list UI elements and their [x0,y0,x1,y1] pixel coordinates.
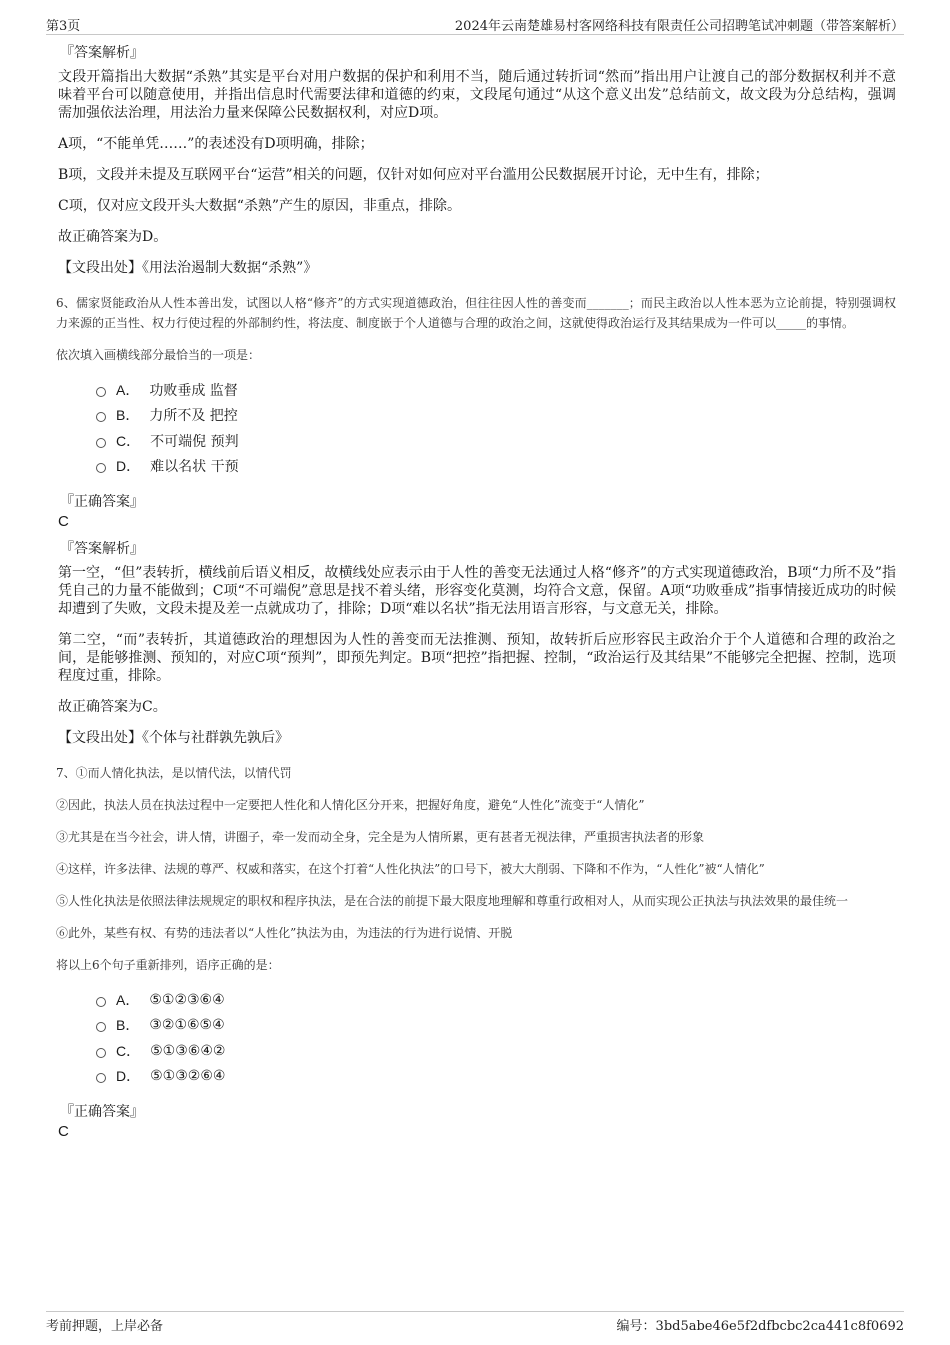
radio-icon[interactable] [96,412,106,422]
option-a[interactable]: A． 功败垂成 监督 [96,377,896,403]
analysis-paragraph: 第二空，“而”表转折，其道德政治的理想因为人性的善变而无法推测、预知，故转折后应形容民主政治介于个人道德和合理的政治之间，是能够推测、预知的，对应C项“预判”，即预先判定。B项“把控”指把握、控制，“政治运行及其结果”不能够完全把握、控制，选项程度过重，排除。 [58,632,896,684]
sentence-item: 7、①而人情化执法，是以情代法，以情代罚 [56,766,292,780]
page-footer [46,1311,904,1335]
analysis-paragraph: A项，“不能单凭……”的表述没有D项明确，排除； [58,136,374,152]
document-id: 编号：3bd5abe46e5f2dfbcbc2ca441c8f0692 [616,1319,904,1334]
radio-icon[interactable] [96,1022,106,1032]
option-c[interactable]: C． ⑤①③⑥④② [96,1038,896,1064]
radio-icon[interactable] [96,438,106,448]
page-number: 第3页 [46,19,81,34]
analysis-label: 『答案解析』 [60,45,144,61]
sentence-item: ③尤其是在当今社会，讲人情，讲圈子，牵一发而动全身，完全是为人情所累，更有甚者无视法律，严重损害执法者的形象 [56,830,705,844]
analysis-paragraph: B项，文段并未提及互联网平台“运营”相关的问题，仅针对如何应对平台滥用公民数据展开讨论，无中生有，排除； [58,167,769,183]
radio-icon[interactable] [96,997,106,1007]
sentence-item: ⑤人性化执法是依照法律法规规定的职权和程序执法，是在合法的前提下最大限度地理解和尊重行政相对人，从而实现公正执法与执法效果的最佳统一 [56,894,849,908]
correct-answer-label: 『正确答案』 [60,494,144,510]
radio-icon[interactable] [96,463,106,473]
page-header [46,14,904,35]
passage-source: 【文段出处】《用法治遏制大数据“杀熟”》 [58,260,318,276]
sentence-item: ④这样，许多法律、法规的尊严、权威和落实，在这个打着“人性化执法”的口号下，被大大削弱、下降和不作为，“人性化”被“人情化” [56,862,765,876]
option-list [96,987,896,1089]
option-d[interactable]: D． ⑤①③②⑥④ [96,1064,896,1090]
sentence-item: ⑥此外，某些有权、有势的违法者以“人性化”执法为由，为违法的行为进行说情、开脱 [56,926,513,940]
document-body [56,44,896,1150]
question-prompt: 依次填入画横线部分最恰当的一项是： [56,348,261,362]
option-d[interactable]: D． 难以名状 干预 [96,454,896,480]
question-prompt: 将以上6个句子重新排列，语序正确的是： [56,958,280,972]
option-a[interactable]: A． ⑤①②③⑥④ [96,987,896,1013]
option-c[interactable]: C． 不可端倪 预判 [96,428,896,454]
option-list [96,377,896,479]
analysis-paragraph: 故正确答案为C。 [58,699,167,715]
footer-slogan: 考前押题，上岸必备 [46,1319,164,1334]
analysis-paragraph: 文段开篇指出大数据“杀熟”其实是平台对用户数据的保护和利用不当，随后通过转折词“然而”指出用户让渡自己的部分数据权利并不意味着平台可以随意使用，并指出信息时代需要法律和道德的约束，文段尾句通过“从这个意义出发”总结前文，故文段为分总结构，强调需加强依法治理，用法治力量来保障公民数据权利，对应D项。 [58,69,896,121]
correct-answer-label: 『正确答案』 [60,1104,144,1120]
correct-answer: C [58,513,69,530]
analysis-paragraph: 第一空，“但”表转折，横线前后语义相反，故横线处应表示由于人性的善变无法通过人格“修齐”的方式实现道德政治，B项“力所不及”指凭自己的力量不能做到；C项“不可端倪”意思是找不着头绪，形容变化莫测，均符合文意，保留。A项“功败垂成”指事情接近成功的时候却遭到了失败，文段未提及差一点就成功了，排除；D项“难以名状”指无法用语言形容，与文意无关，排除。 [58,565,896,617]
analysis-paragraph: 故正确答案为D。 [58,229,168,245]
correct-answer: C [58,1123,69,1140]
option-b[interactable]: B． ③②①⑥⑤④ [96,1013,896,1039]
analysis-label: 『答案解析』 [60,541,144,557]
passage-source: 【文段出处】《个体与社群孰先孰后》 [58,730,289,746]
analysis-paragraph: C项，仅对应文段开头大数据“杀熟”产生的原因，非重点，排除。 [58,198,462,214]
question-stem: 6、儒家贤能政治从人性本善出发，试图以人格“修齐”的方式实现道德政治，但往往因人性的善变而_______；而民主政治以人性本恶为立论前提，特别强调权力来源的正当性、权力行使过程的外部制约性，将法度、制度嵌于个人道德与合理的政治之间，这就使得政治运行及其结果成为一件可以_____的事情。 [56,296,896,330]
option-b[interactable]: B． 力所不及 把控 [96,403,896,429]
document-title: 2024年云南楚雄易村客网络科技有限责任公司招聘笔试冲刺题（带答案解析） [454,19,904,34]
radio-icon[interactable] [96,1048,106,1058]
radio-icon[interactable] [96,387,106,397]
sentence-item: ②因此，执法人员在执法过程中一定要把人性化和人情化区分开来，把握好角度，避免“人性化”流变于“人情化” [56,798,645,812]
radio-icon[interactable] [96,1073,106,1083]
